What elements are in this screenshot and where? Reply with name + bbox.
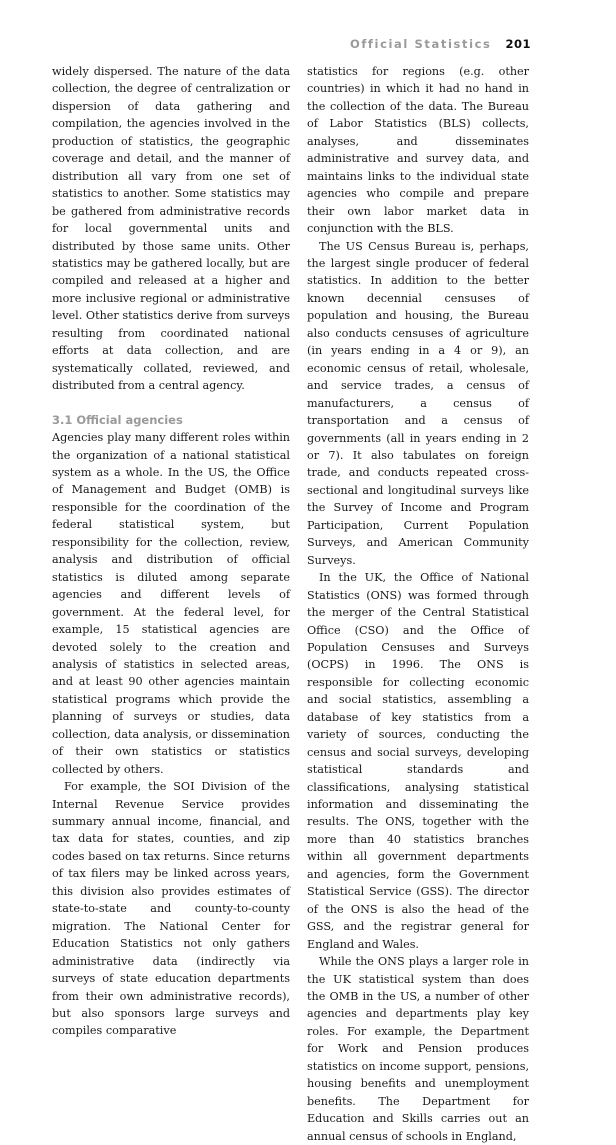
paragraph: statistics for regions (e.g. other countries) in which it had no hand in the collection of the data. The Bureau of Labor Statistics (BLS) collects, analyses, and disseminates administrative and survey data, and maintains links to the individual state agencies who compile and prepare their own labor market data in conjunction with the BLS.: [307, 65, 529, 236]
paragraph: For example, the SOI Division of the Internal Revenue Service provides summary annual income, financial, and tax data for states, counties, and zip codes based on tax returns. Since returns of tax filers may be linked across years, this division also provides estimates of state-to-state and county-to-county migration. The National Center for Education Statistics not only gathers administrative data (indirectly via surveys of state education departments from their own administrative records), but also sponsors large surveys and compiles comparative: [52, 780, 290, 1038]
paragraph: widely dispersed. The nature of the data collection, the degree of centralization or dispersion of data gathering and compilation, the agencies involved in the production of statistics, the geographic coverage and detail, and the manner of distribution all vary from one set of statistics to another. Some statistics may be gathered from administrative records for local governmental units and distributed by those same units. Other statistics may be gathered locally, but are compiled and released at a higher and more inclusive regional or administrative level. Other statistics derive from surveys resulting from coordinated national efforts at data collection, and are systematically collated, reviewed, and distributed from a central agency.: [52, 65, 290, 393]
running-title: Official Statistics: [349, 37, 492, 51]
paragraph: Agencies play many different roles within the organization of a national statistical system as a whole. In the US, the Office of Management and Budget (OMB) is responsible for the coordination of the federal statistical system, but responsibility for the collection, review, analysis and distribution of official statistics is diluted among separate agencies and different levels of government. At the federal level, for example, 15 statistical agencies are devoted solely to the creation and analysis of statistics in selected areas, and at least 90 other agencies maintain statistical programs which provide the planning of surveys or studies, data collection, data analysis, or dissemination of their own statistics or statistics collected by others.: [52, 431, 290, 776]
paragraph: In the UK, the Office of National Statistics (ONS) was formed through the merger of the Central Statistical Office (CSO) and the Office of Population Censuses and Surveys (OCPS) in 1996. The ONS is responsible for collecting economic and social statistics, assembling a database of key statistics from a variety of sources, conducting the census and social surveys, developing statistical standards and classifications, analysing statistical information and disseminating the results. The ONS, together with the more than 40 statistics branches within all government departments and agencies, form the Government Statistical Service (GSS). The director of the ONS is also the head of the GSS, and the registrar general for England and Wales.: [307, 571, 529, 951]
section-heading: 3.1 Official agencies: [52, 412, 183, 427]
paragraph: The US Census Bureau is, perhaps, the largest single producer of federal statistics. In addition to the better known decennial censuses of population and housing, the Bureau also conducts censuses of agriculture (in years ending in a 4 or 9), an economic census of retail, wholesale, and service trades, a census of manufacturers, a census of transportation and a census of governments (all in years ending in 2 or 7). It also tabulates on foreign trade, and conducts repeated cross-sectional and longitudinal surveys like the Survey of Income and Program Participation, Current Population Surveys, and American Community Surveys.: [307, 239, 529, 567]
paragraph: While the ONS plays a larger role in the UK statistical system than does the OMB in the US, a number of other agencies and departments play key roles. For example, the Department for Work and Pension produces statistics on income support, pensions, housing benefits and unemployment benefits. The Department for Education and Skills carries out an annual census of schools in England,: [307, 955, 529, 1143]
page-number: 201: [505, 37, 531, 51]
running-header: [350, 37, 531, 51]
left-column: [52, 63, 290, 1040]
right-column: [307, 63, 529, 1145]
